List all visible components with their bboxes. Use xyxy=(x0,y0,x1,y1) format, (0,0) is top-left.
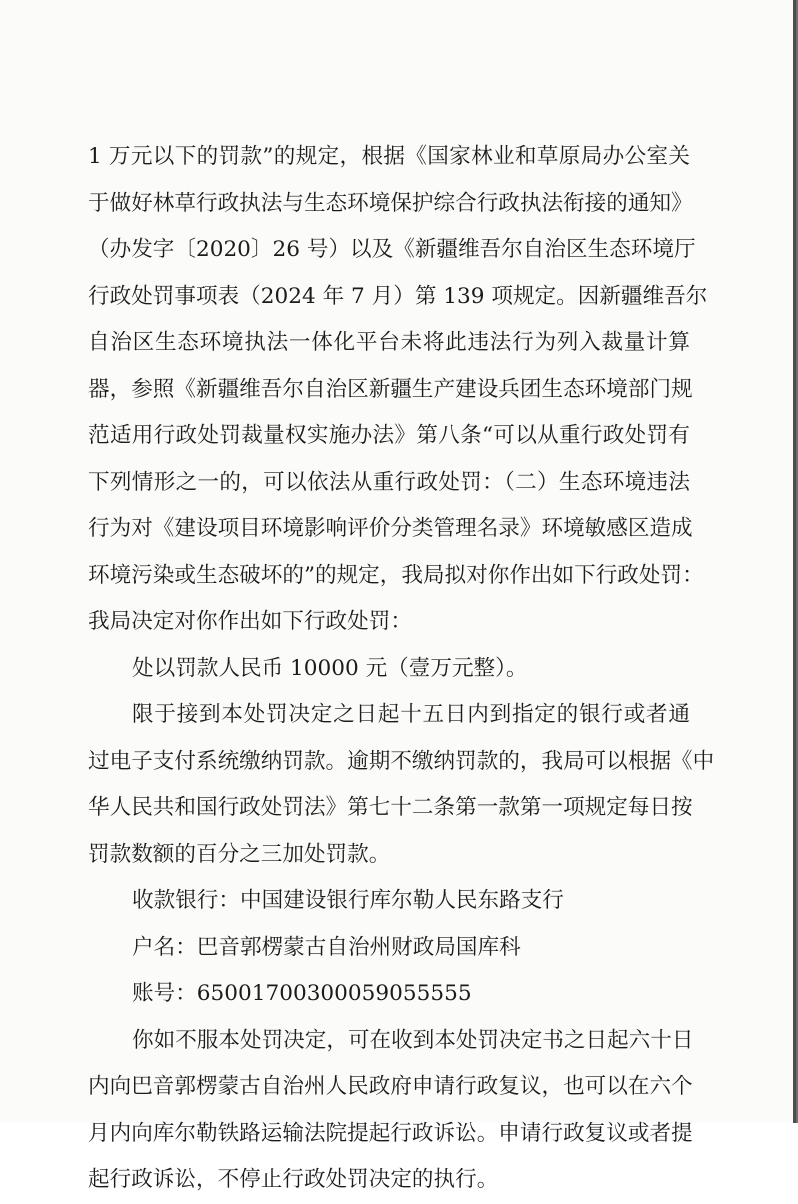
appeal-line: 起行政诉讼，不停止行政处罚决定的执行。 xyxy=(88,1167,499,1192)
body-line: 于做好林草行政执法与生态环境保护综合行政执法衔接的通知》 xyxy=(88,190,693,216)
body-line: 1 万元以下的罚款”的规定，根据《国家林业和草原局办公室关 xyxy=(88,144,690,169)
payment-line: 华人民共和国行政处罚法》第七十二条第一款第一项规定每日按 xyxy=(88,795,693,820)
body-line: 行为对《建设项目环境影响评价分类管理名录》环境敏感区造成 xyxy=(88,516,693,541)
scan-edge xyxy=(793,0,796,1123)
body-line: 环境污染或生态破坏的”的规定，我局拟对你作出如下行政处罚： xyxy=(88,562,704,588)
penalty-line: 处以罚款人民币 10000 元（壹万元整）。 xyxy=(132,655,528,681)
body-line: 器，参照《新疆维吾尔自治区新疆生产建设兵团生态环境部门规 xyxy=(88,376,693,402)
account-name-line: 户名：巴音郭楞蒙古自治州财政局国库科 xyxy=(132,934,521,960)
body-line: 范适用行政处罚裁量权实施办法》第八条“可以从重行政处罚有 xyxy=(88,423,690,448)
body-line: 下列情形之一的，可以依法从重行政处罚：（二）生态环境违法 xyxy=(88,469,690,495)
payment-line: 限于接到本处罚决定之日起十五日内到指定的银行或者通 xyxy=(132,702,690,727)
payment-line: 过电子支付系统缴纳罚款。逾期不缴纳罚款的，我局可以根据《中 xyxy=(88,748,715,774)
appeal-line: 内向巴音郭楞蒙古自治州人民政府申请行政复议，也可以在六个 xyxy=(88,1074,693,1099)
body-line: 行政处罚事项表（2024 年 7 月）第 139 项规定。因新疆维吾尔 xyxy=(88,283,708,309)
account-number-line: 账号：65001700300059055555 xyxy=(132,981,472,1006)
appeal-line: 你如不服本处罚决定，可在收到本处罚决定书之日起六十日 xyxy=(132,1027,694,1053)
payment-line: 罚款数额的百分之三加处罚款。 xyxy=(88,841,391,867)
bank-line: 收款银行：中国建设银行库尔勒人民东路支行 xyxy=(132,888,564,913)
body-line: 自治区生态环境执法一体化平台未将此违法行为列入裁量计算 xyxy=(88,330,690,355)
appeal-line: 月内向库尔勒铁路运输法院提起行政诉讼。申请行政复议或者提 xyxy=(88,1120,693,1146)
body-line: 我局决定对你作出如下行政处罚： xyxy=(88,609,412,634)
document-body xyxy=(88,134,715,1204)
body-line: （办发字〔2020〕26 号）以及《新疆维吾尔自治区生态环境厅 xyxy=(88,237,696,262)
